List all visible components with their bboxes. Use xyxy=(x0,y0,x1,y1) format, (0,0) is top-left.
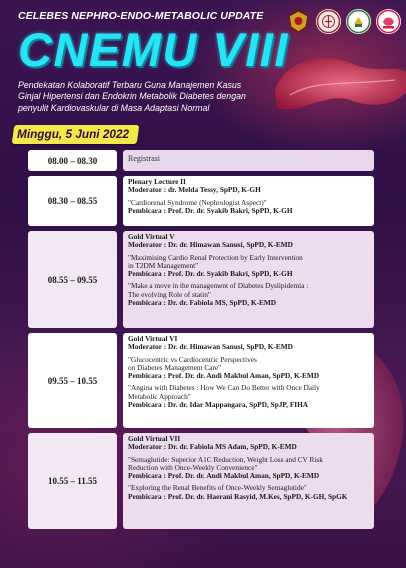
session-text-line: "Exploring the Renal Benefits of Once-Weekly Semaglutide" xyxy=(128,483,307,493)
session-text-line: "Semaglutide: Superior A1C Reduction, Weight Loss and CV Risk xyxy=(128,454,323,464)
session-text-line: "Cardiorenal Syndrome (Nephrologist Aspect)" xyxy=(128,197,267,207)
session-heading-line: Moderator : Dr. dr. Himawan Sanusi, SpPD, K-EMD xyxy=(128,240,293,250)
sponsor-logos xyxy=(286,9,401,34)
session-heading-line: Pembicara : Dr. dr. Idar Mappangara, SpPD, SpJP, FIHA xyxy=(128,400,309,410)
event-name: CELEBES NEPHRO-ENDO-METABOLIC UPDATE xyxy=(18,10,264,22)
session-heading-line: Pembicara : Prof. Dr. dr. Andi Makbul Aman, SpPD, K-EMD xyxy=(128,471,320,481)
session-details xyxy=(123,231,374,328)
event-subtitle xyxy=(18,80,308,114)
schedule-row xyxy=(28,176,374,226)
session-heading-line: Pembicara : Prof. Dr. dr. Andi Makbul Aman, SpPD, K-EMD xyxy=(128,371,320,381)
session-text-line: The evolving Role of statin" xyxy=(128,289,211,299)
hospital-seal-icon xyxy=(346,9,371,34)
subtitle-line: Ginjal Hipertensi dan Endokrin Metabolik Diabetes dengan xyxy=(18,91,246,102)
schedule-row xyxy=(28,150,374,171)
session-text-line: "Angina with Diabetes : How We Can Do Better with Once Daily xyxy=(128,383,320,393)
session-text-line: on Diabetes Management Care" xyxy=(128,362,222,372)
session-time: 08.55 – 09.55 xyxy=(28,231,117,328)
event-date: Minggu, 5 Juni 2022 xyxy=(17,127,130,141)
session-heading-line: Pembicara : Prof. Dr. dr. Syakib Bakri, SpPD, K-GH xyxy=(128,205,293,215)
session-time: 08.30 – 08.55 xyxy=(28,176,117,226)
session-heading-line: Gold Virtual V xyxy=(128,232,175,241)
session-heading-line: Plenary Lecture II xyxy=(128,177,186,186)
session-text-line: in T2DM Management" xyxy=(128,260,199,270)
session-text-line: Reduction with Once-Weekly Convenience" xyxy=(128,462,258,472)
session-heading-line: Gold Virtual VI xyxy=(128,334,178,343)
schedule-row xyxy=(28,433,374,529)
subtitle-line: Pendekatan Kolaboratif Terbaru Guna Manajemen Kasus xyxy=(18,80,242,90)
session-details xyxy=(123,333,374,428)
session-heading-line: Moderator : dr. Melda Tessy, SpPD, K-GH xyxy=(128,185,261,195)
session-text-line: Registrasi xyxy=(128,154,160,163)
session-text-line: "Make a move in the management of Diabetes Dyslipidemia : xyxy=(128,281,309,291)
session-text-line: "Maximising Cardio Renal Protection by Early Intervention xyxy=(128,252,303,262)
subtitle-line: penyulit Kardiovaskular di Masa Adaptasi Normal xyxy=(18,102,210,113)
organization-logo-icon xyxy=(376,9,401,34)
session-time: 08.00 – 08.30 xyxy=(28,150,117,171)
session-text-line: Metabolic Approach" xyxy=(128,391,191,401)
event-title: CNEMU VIII xyxy=(18,23,289,76)
session-heading-line: Moderator : Dr. dr. Himawan Sanusi, SpPD, K-EMD xyxy=(128,342,293,352)
session-heading-line: Gold Virtual VII xyxy=(128,434,181,443)
session-heading-line: Pembicara : Prof. Dr. dr. Syakib Bakri, SpPD, K-GH xyxy=(128,269,293,279)
university-emblem-icon xyxy=(286,9,311,34)
schedule-row xyxy=(28,231,374,328)
session-heading-line: Pembicara : Dr. dr. Fabiola MS, SpPD, K-EMD xyxy=(128,298,277,308)
medical-society-seal-icon xyxy=(316,9,341,34)
session-text-line: "Glucocentric vs Cardiocentric Perspectives xyxy=(128,354,257,364)
session-details xyxy=(123,433,374,529)
session-details xyxy=(123,176,374,226)
schedule-row xyxy=(28,333,374,428)
session-details xyxy=(123,150,374,171)
session-time: 09.55 – 10.55 xyxy=(28,333,117,428)
session-time: 10.55 – 11.55 xyxy=(28,433,117,529)
session-heading-line: Moderator : Dr. dr. Fabiola MS Adam, SpPD, K-EMD xyxy=(128,442,297,452)
session-heading-line: Pembicara : Prof. Dr. dr. Haerani Rasyid, M.Kes, SpPD, K-GH, SpGK xyxy=(128,491,348,501)
